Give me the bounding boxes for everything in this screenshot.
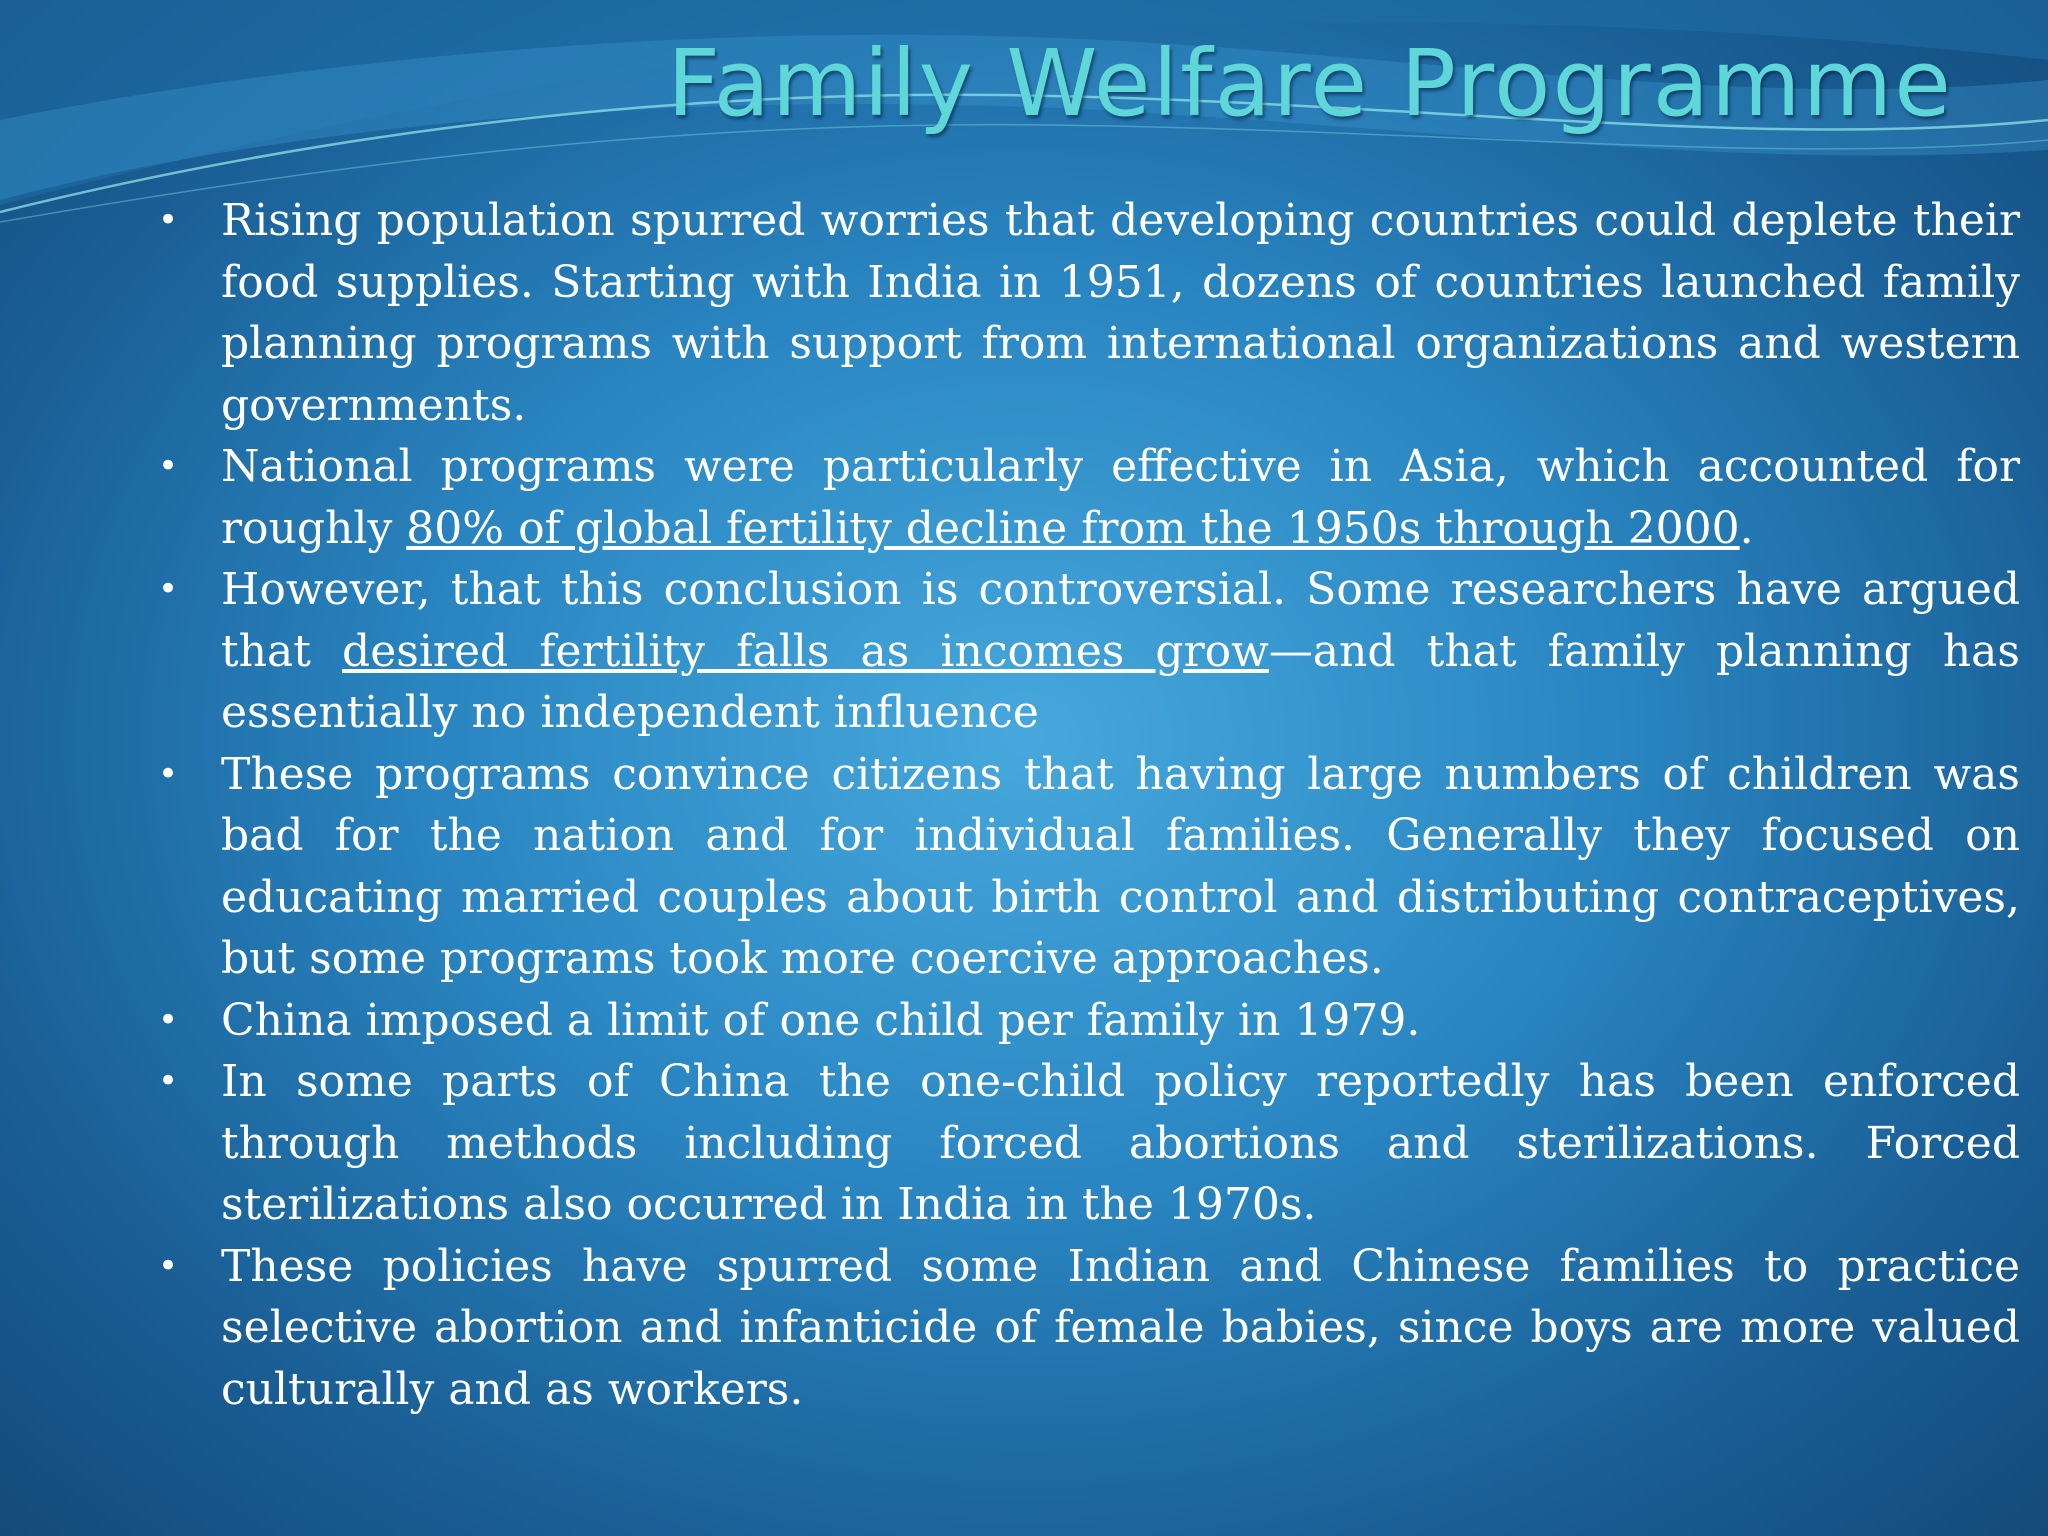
bullet-dot-icon: • bbox=[158, 1245, 179, 1286]
bullet-item bbox=[150, 190, 2020, 436]
bullet-text: China imposed a limit of one child per family in 1979. bbox=[221, 994, 1421, 1046]
bullet-dot-icon: • bbox=[158, 446, 179, 486]
bullet-text-end: —and that family planning has essentially no independent influence bbox=[221, 625, 2020, 738]
bullet-dot-icon: • bbox=[158, 753, 179, 794]
bullet-dot-icon: • bbox=[158, 200, 179, 240]
bullet-text: Rising population spurred worries that developing countries could deplete their food supplies. Starting with India in 1951, dozens of countries launched family planning programs with support from international organizations and western governments. bbox=[221, 195, 2020, 431]
bullet-text: However, that this conclusion is controversial. Some researchers have argued that bbox=[221, 564, 2020, 677]
bullet-dot-icon: • bbox=[158, 569, 179, 609]
bullet-item bbox=[150, 1051, 2020, 1236]
bullet-dot-icon: • bbox=[158, 999, 179, 1040]
bullet-item bbox=[150, 559, 2020, 744]
bullet-link[interactable]: 80% of global fertility decline from the 1950s through 2000 bbox=[406, 502, 1740, 554]
slide-title: Family Welfare Programme bbox=[667, 30, 1953, 137]
bullet-item bbox=[150, 436, 2020, 559]
bullet-item bbox=[150, 990, 2020, 1052]
bullet-list bbox=[150, 190, 2020, 1420]
bullet-text: National programs were particularly effective in Asia, which accounted for roughly bbox=[221, 441, 2020, 554]
bullet-link[interactable]: desired fertility falls as incomes grow bbox=[342, 625, 1269, 677]
bullet-item bbox=[150, 744, 2020, 990]
bullet-text-end: . bbox=[1739, 502, 1754, 554]
bullet-text: In some parts of China the one-child policy reportedly has been enforced through methods including forced abortions and sterilizations. Forced sterilizations also occurred in India in the 1970s. bbox=[221, 1056, 2020, 1230]
bullet-item bbox=[150, 1236, 2020, 1421]
bullet-text: These policies have spurred some Indian and Chinese families to practice selective abortion and infanticide of female babies, since boys are more valued culturally and as workers. bbox=[221, 1240, 2020, 1415]
bullet-dot-icon: • bbox=[158, 1061, 179, 1101]
bullet-text: These programs convince citizens that having large numbers of children was bad for the nation and for individual families. Generally they focused on educating married couples about birth control and distributing contraceptives, but some programs took more coercive approaches. bbox=[221, 748, 2020, 984]
